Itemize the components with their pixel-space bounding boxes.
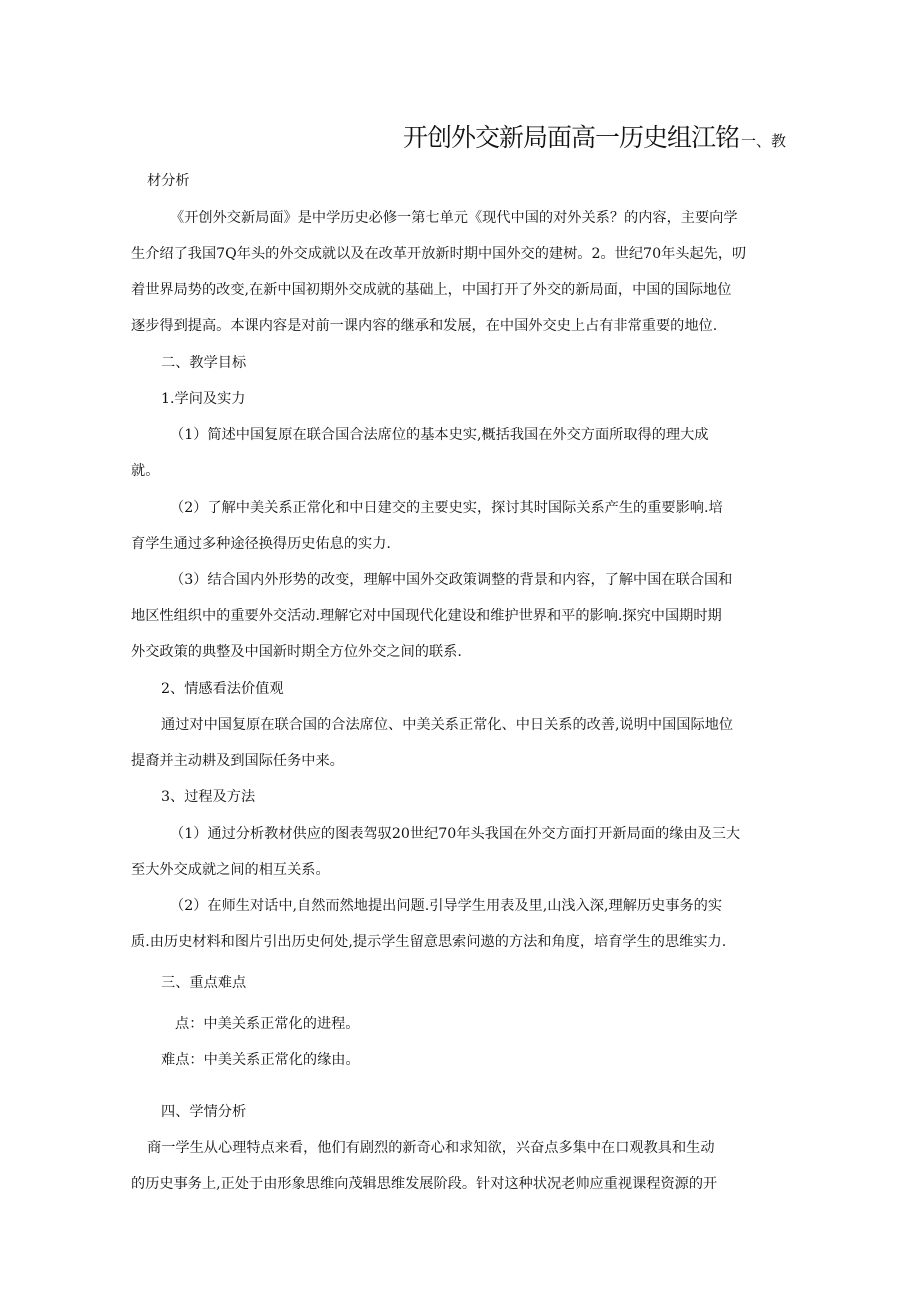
section-heading: 四、学情分析 (161, 1104, 247, 1120)
document-title-row (403, 118, 786, 154)
paragraph-line: 的历史事务上,正处于由形象思维向茂辑思维发展阶段。针对这种状况老帅应重视课程资源的开 (131, 1176, 718, 1192)
paragraph-line: 点：中美关系正常化的进程。 (175, 1016, 360, 1032)
paragraph-line: （3）结合国内外形势的改变，理解中国外交政策调整的背景和内容，了解中国在联合国和 (170, 572, 733, 588)
paragraph-line: 至大外交成就之间的相互关系。 (131, 862, 330, 878)
document-title: 开创外交新局面高一历史组江铭 (402, 123, 739, 152)
paragraph-line: 《开创外交新局面》是中学历史必修一第七单元《现代中国的对外关系？的内容，主要向学 (170, 210, 738, 226)
paragraph-line: 逐步得到提高。本课内容是对前一课内容的继承和发展，在中国外交史上占有非常重要的地位. (131, 318, 718, 334)
paragraph-line: 商一学生从心理特点来看，他们有剧烈的新奇心和求知欲，兴奋点多集中在口观教具和生动 (147, 1140, 715, 1156)
heading-1-continued: 材分析 (147, 173, 190, 189)
paragraph-line: 生介绍了我国7Q年头的外交成就以及在改革开放新时期中国外交的建树。2。世纪70年头起先，叨 (131, 246, 747, 262)
paragraph-line: 就。 (131, 463, 160, 479)
document-title-tail: 一、教 (740, 132, 786, 150)
paragraph-line: （2）了解中美关系正常化和中日建交的主要史实，探讨其时国际关系产生的重要影响.培 (170, 500, 723, 516)
paragraph-line: 通过对中国复原在联合国的合法席位、中美关系正常化、中日关系的改善,说明中国国际地位 (161, 717, 734, 733)
paragraph-line: 质.由历史材料和图片引出历史何处,提示学生留意思索问遨的方法和角度，培育学生的思维实力. (131, 934, 727, 950)
section-heading: 二、教学目标 (161, 355, 247, 371)
paragraph-line: 着世界局势的改变,在新中国初期外交成就的基础上，中国打开了外交的新局面，中国的国际地位 (131, 282, 732, 298)
subsection-heading: 2、情感看法价值观 (161, 681, 284, 697)
paragraph-line: 地区性组织中的重要外交活动.理解它对中国现代化建设和维护世界和平的影响.探究中国期时期 (131, 608, 722, 624)
paragraph-line: （2）在师生对话中,自然而然地提出问题.引导学生用表及里,山浅入深,理解历史事务的实 (170, 898, 723, 914)
section-heading: 三、重点难点 (161, 975, 247, 991)
paragraph-line: 育学生通过多种途径换得历史佑息的实力. (131, 536, 391, 552)
paragraph-line: （1）通过分析教材供应的图表驾驭20世纪70年头我国在外交方面打开新局面的缘由及三大 (170, 826, 741, 842)
subsection-heading: 1.学问及实力 (161, 391, 246, 407)
paragraph-line: 外交政策的典整及中国新时期全方位外交之间的联系. (131, 644, 462, 660)
paragraph-line: 难点：中美关系正常化的缘由。 (161, 1052, 360, 1068)
subsection-heading: 3、过程及方法 (161, 789, 256, 805)
paragraph-line: 提裔并主动耕及到国际任务中来。 (131, 753, 344, 769)
paragraph-line: （1）简述中国复原在联合国合法席位的基本史实,概括我国在外交方面所取得的理大成 (170, 427, 709, 443)
